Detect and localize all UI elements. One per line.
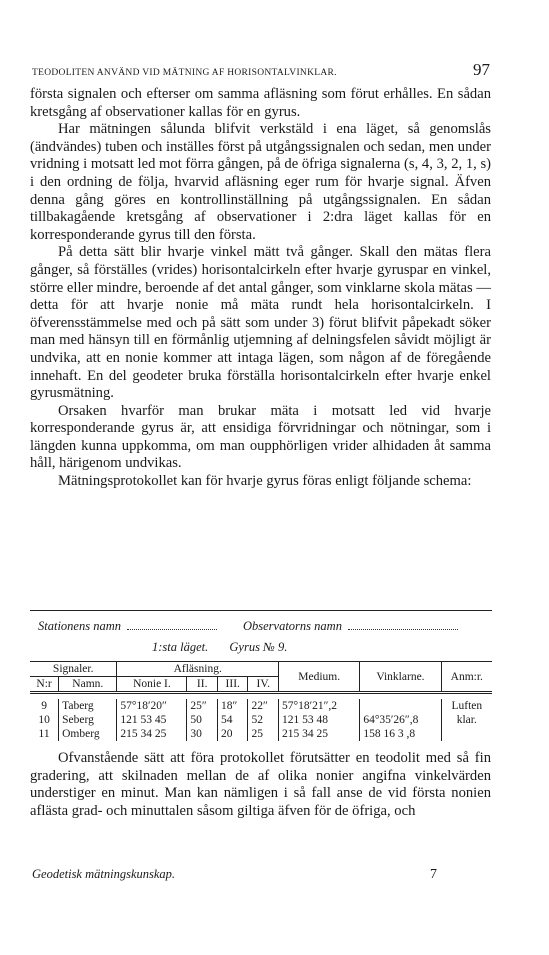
- row-ii: 30: [187, 727, 218, 741]
- col-anm: Anm:r.: [441, 662, 492, 693]
- row-vinkel: [360, 699, 441, 713]
- paragraph: Ofvanstående sätt att föra protokollet förutsätter en teodolit med så fin gradering, att skilnaden mellan de af olika nonier angifna vinkelvärden understiger en minut. Man kan nämligen i så fall anse de vid första nonien aflästa grad- och minuttalen såsom giltiga äfven för de öfriga, och: [30, 750, 491, 819]
- row-vinkel: 64°35′26″,8: [360, 713, 441, 727]
- sheet-number: 7: [430, 867, 437, 882]
- row-nonie1: 57°18′20″: [117, 699, 187, 713]
- gyrus-label: Gyrus № 9.: [229, 640, 288, 654]
- station-blank: [127, 619, 217, 630]
- col-namn: Namn.: [59, 677, 117, 693]
- paragraph: första signalen och efterser om samma afläsning som förut erhålles. En sådan kretsgång af observationer kallas för en gyrus.: [30, 86, 491, 120]
- signature-mark: Geodetisk mätningskunskap.: [32, 867, 176, 881]
- protocol-table: [30, 661, 492, 741]
- col-ii: II.: [187, 677, 218, 693]
- protocol-subheader: [152, 640, 492, 655]
- position-label: 1:sta läget.: [152, 640, 209, 654]
- table-row: [30, 727, 492, 741]
- closing-text: [30, 750, 491, 820]
- protocol-schema: [30, 610, 492, 741]
- row-nonie1: 215 34 25: [117, 727, 187, 741]
- row-ii: 50: [187, 713, 218, 727]
- page-header: [32, 58, 490, 80]
- row-anm: [441, 727, 492, 741]
- row-vinkel: 158 16 3 ,8: [360, 727, 441, 741]
- row-nr: 10: [38, 713, 50, 726]
- station-label: Stationens namn: [38, 619, 121, 633]
- row-iii: 54: [217, 713, 248, 727]
- observer-blank: [348, 619, 458, 630]
- row-medium: 121 53 48: [279, 713, 360, 727]
- row-anm: Luften: [441, 699, 492, 713]
- protocol-header-line: [38, 619, 492, 634]
- row-namn: Seberg: [59, 713, 117, 727]
- row-nr: 11: [38, 727, 50, 740]
- row-iv: 22″: [248, 699, 279, 713]
- row-medium: 215 34 25: [279, 727, 360, 741]
- row-nonie1: 121 53 45: [117, 713, 187, 727]
- col-aflasning: Afläsning.: [117, 662, 279, 677]
- paragraph: På detta sätt blir hvarje vinkel mätt två gånger. Skall den mätas flera gånger, så förställes (vrides) horisontalcirkeln efter hvarje gyruspar en vinkel, större eller mindre, beroende af det antal gånger, som vinklarne skola mätas — detta för att hvarje nonie må mäta rundt hela horisontalcirkeln. I öfverensstämmelse med och på sätt som under 3) förut blifvit påpekadt söker man med hänsyn till en förmånlig utjemning af delningsfelen såvidt möjligt är undvika, att en nonie kommer att intaga lägen, som någon af de föregående innehaft. En del geodeter bruka förställa horisontalcirkeln efter hvarje enkel gyrusmätning.: [30, 244, 491, 402]
- paragraph: Orsaken hvarför man brukar mäta i motsatt led vid hvarje korresponderande gyrus är, att ensidiga förvridningar och nötningar, som i längden kunna uppkomma, om man oupphörligen vrider alhidaden åt samma håll, härigenom undvikas.: [30, 402, 491, 472]
- col-iv: IV.: [248, 677, 279, 693]
- running-head: TEODOLITEN ANVÄND VID MÄTNING AF HORISONTALVINKLAR.: [32, 68, 337, 78]
- table-row: [30, 699, 492, 713]
- row-iii: 20: [217, 727, 248, 741]
- row-iv: 25: [248, 727, 279, 741]
- body-text: [30, 86, 491, 491]
- row-ii: 25″: [187, 699, 218, 713]
- col-signaler: Signaler.: [30, 662, 117, 677]
- paragraph: Har mätningen sålunda blifvit verkstäld i ena läget, så genomslås (ändvändes) tuben och inställes först på utgångssignalen och sedan, men under vridning i motsatt led mot förra gången, på de öfriga signalerna (s, 4, 3, 2, 1, s) i den ordning de följa, hvarvid afläsning eger rum för hvarje signal. Äfven denna gång göres en kontrollinställning på utgångssignalen. En sådan tillbakagående kretsgång af observationer i 2:dra läget kallas för en korresponderande gyrus till den första.: [30, 121, 491, 243]
- col-vinklarne: Vinklarne.: [360, 662, 441, 693]
- paragraph: Mätningsprotokollet kan för hvarje gyrus föras enligt följande schema:: [58, 473, 472, 490]
- row-anm: klar.: [441, 713, 492, 727]
- observer-label: Observatorns namn: [242, 619, 342, 633]
- row-iv: 52: [248, 713, 279, 727]
- row-namn: Taberg: [59, 699, 117, 713]
- col-nr: N:r: [36, 678, 52, 690]
- col-medium: Medium.: [279, 662, 360, 693]
- table-row: [30, 713, 492, 727]
- row-iii: 18″: [217, 699, 248, 713]
- col-iii: III.: [217, 677, 248, 693]
- page-number: 97: [473, 60, 490, 79]
- row-namn: Omberg: [59, 727, 117, 741]
- col-nonie1: Nonie I.: [117, 677, 187, 693]
- row-medium: 57°18′21″,2: [279, 699, 360, 713]
- row-nr: 9: [41, 699, 47, 712]
